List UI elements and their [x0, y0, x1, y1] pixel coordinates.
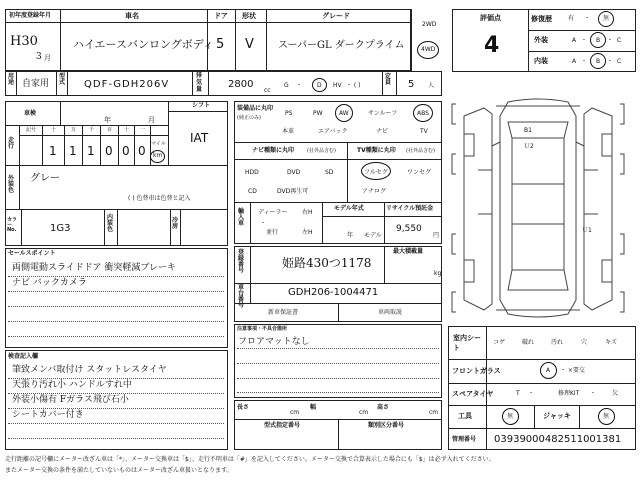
max-load-label: 最大積載量	[393, 248, 424, 255]
fuel-g: G	[284, 82, 289, 89]
equip-aw: AW	[339, 110, 349, 117]
damage-mark-u1: Ｕ1	[582, 227, 592, 234]
inspection-year-unit: 年	[104, 116, 111, 124]
model-code: QDF-GDH206V	[84, 79, 170, 90]
management-label: 管理番号	[452, 436, 477, 443]
recycle-yen: 円	[433, 232, 440, 239]
fuel-sep: ・	[296, 82, 303, 89]
equip-abs: ABS	[417, 110, 429, 117]
exterior-sep1: ・	[581, 37, 588, 44]
vehicle-manual: 車両取説	[378, 309, 403, 316]
navi-sd: SD	[325, 169, 334, 176]
mileage-header-4: 百	[107, 127, 113, 133]
drive-2wd: 2WD	[422, 21, 437, 28]
doors-label: ドア	[214, 12, 228, 20]
km-label: km	[153, 152, 163, 159]
spare-tire-kit: 修理KIT	[558, 390, 580, 397]
footer-line-1: 走行距離の記号欄にメーター改ざん車は「*」、メーター交換車は「$」、走行不明車は「#」を記入してください。メーター交換で合算表示した場合にも「$」は必ず入れてください。	[5, 456, 495, 463]
new-warranty: 新車保証書	[268, 309, 299, 316]
score-value: 4	[484, 33, 500, 58]
tv-fullseg: フルセグ	[364, 169, 388, 176]
capacity-unit: 人	[428, 82, 435, 89]
equipment-label: 装備品に丸印	[237, 105, 274, 112]
mileage-digit-2: 1	[87, 144, 95, 158]
first-reg-year: H30	[10, 34, 38, 49]
color-note: ( ) 色替車は色替と記入	[128, 195, 191, 202]
length-label: 長さ	[237, 404, 250, 411]
mile-label: マイル	[151, 141, 166, 147]
fuel-other: ・ ( )	[346, 82, 361, 89]
equip-airbag: エアバック	[318, 128, 348, 135]
inspector-line-2: 天張り汚れ小 ハンドルすれ中	[12, 380, 132, 390]
tools-label: 工具	[458, 412, 472, 420]
jack-label: ジャッキ	[543, 412, 571, 420]
spare-tire-label: スペアタイヤ	[452, 390, 494, 398]
shape: V	[245, 37, 254, 52]
spare-tire-t: T	[516, 390, 520, 397]
registration-value: 姫路430つ1178	[282, 256, 372, 270]
color-label: 外装色	[8, 175, 15, 194]
interior-color-label: 内装色	[107, 214, 114, 233]
first-reg-month: 3	[36, 52, 42, 62]
seat-yabure: 破れ	[522, 339, 535, 346]
equip-sunroof: サンルーフ	[368, 110, 398, 117]
model-year-model: モデル	[364, 232, 382, 239]
exterior-sep2: ・	[607, 37, 614, 44]
equipment-sublabel: (純正のみ)	[237, 115, 261, 121]
chassis-value: GDH206-1004471	[288, 287, 379, 298]
import-dealer: ディーラー	[258, 209, 288, 216]
color-value: グレー	[30, 173, 60, 184]
capacity-value: 5	[408, 79, 415, 90]
import-label: 輸入車	[238, 208, 245, 227]
inspection-label: 車検	[24, 110, 37, 117]
model-year-label: モデル年式	[334, 205, 364, 212]
interior-a: A	[572, 58, 577, 65]
repair-sep: ・	[584, 15, 591, 22]
notes-label: 注意事項・不具合箇所	[237, 326, 288, 332]
exterior-c: C	[617, 37, 622, 44]
width-unit: cm	[359, 409, 369, 416]
width-label: 幅	[310, 404, 317, 411]
mileage-digit-1: 1	[69, 144, 77, 158]
doors: 5	[216, 37, 225, 52]
tools-value: 無	[507, 413, 514, 420]
max-load-unit: kg	[434, 270, 442, 277]
grade-label: グレード	[322, 12, 350, 20]
mileage-header-2: 万	[71, 127, 77, 133]
interior-sep1: ・	[581, 58, 588, 65]
footer-line-2: またメーター交換の条件を満たしていないものはメーター改ざん車扱いとなります。	[5, 467, 233, 474]
import-left-h: 左H	[302, 229, 313, 236]
inspector-line-4: シートカバー付き	[12, 410, 84, 420]
displacement-label: 排気量	[196, 72, 203, 93]
first-reg-label: 初年度登録年月	[9, 12, 52, 19]
jack-value: 無	[603, 413, 610, 420]
fuel-hv: HV	[333, 82, 342, 89]
interior-c: C	[617, 58, 622, 65]
seat-kizu: キズ	[605, 339, 617, 346]
mileage-header-6: 一	[140, 127, 146, 133]
fuel-d: D	[317, 82, 322, 89]
import-sep: ・	[260, 220, 267, 227]
equip-leather: 本革	[282, 128, 295, 135]
first-reg-month-unit: 月	[44, 54, 51, 62]
seat-yogore: 汚れ	[551, 339, 564, 346]
equip-ps: PS	[285, 110, 293, 117]
height-unit: cm	[429, 409, 439, 416]
inspection-month-unit: 月	[148, 116, 155, 124]
navi-dvd-play: DVD再生可	[277, 188, 309, 195]
import-parallel: 並行	[266, 229, 279, 236]
car-diagram	[448, 94, 638, 322]
recycle-value: 9,550	[396, 224, 422, 234]
model-year-year: 年	[347, 232, 354, 239]
navi-label: ナビ種類に丸印	[252, 147, 295, 154]
tv-oneseg: ワンセグ	[407, 169, 432, 176]
spare-tire-missing: 欠	[612, 390, 619, 397]
repair-yes: 有	[568, 15, 575, 22]
windshield-replace: ・ ×要交	[560, 367, 585, 374]
usage-value: 自家用	[22, 79, 50, 89]
mileage-digit-3: 0	[105, 144, 113, 158]
recycle-label: リサイクル預託金	[386, 205, 434, 212]
sales-point-label: セールスポイント	[8, 250, 56, 257]
management-value: 03939000482511001381	[494, 434, 622, 445]
repair-label: 修復歴	[531, 15, 552, 23]
displacement-unit: cc	[264, 87, 271, 94]
interior-b: B	[596, 58, 601, 65]
navi-cd: CD	[248, 188, 257, 195]
capacity-label: 定員	[385, 73, 392, 86]
navi-sublabel: (社外品含む)	[307, 148, 336, 154]
exterior-label: 外装	[534, 36, 548, 44]
mileage-digit-0: 1	[49, 144, 57, 158]
interior-sep2: ・	[607, 58, 614, 65]
navi-hdd: HDD	[245, 169, 259, 176]
aircon-label: 冷房	[172, 217, 179, 230]
spare-sep1: ・	[528, 390, 535, 397]
inspector-label: 検査記入欄	[8, 353, 39, 360]
sales-point-line-1: 両側電動スライドドア 衝突軽減ブレーキ	[12, 263, 176, 273]
mileage-label: 走行	[8, 137, 15, 150]
color-no-value: 1G3	[50, 223, 71, 234]
tv-label: TV種類に丸印	[357, 147, 396, 154]
length-unit: cm	[290, 409, 300, 416]
mileage-header-3: 千	[89, 127, 95, 133]
spare-sep2: ・	[590, 390, 597, 397]
car-name-label: 車名	[125, 12, 139, 20]
mileage-digit-5: 0	[138, 144, 146, 158]
model-label: 型式	[59, 73, 66, 86]
exterior-a: A	[572, 37, 577, 44]
shape-label: 形状	[242, 12, 256, 20]
import-right-h: 右H	[302, 209, 313, 216]
registration-label: 登録番号	[238, 249, 245, 274]
mileage-header-1: 十	[51, 127, 57, 133]
exterior-b: B	[596, 37, 601, 44]
drive-4wd: 4WD	[421, 46, 436, 53]
repair-no: 無	[603, 15, 610, 22]
seat-ana: 穴	[581, 339, 588, 346]
equip-tv: TV	[420, 128, 428, 135]
mileage-header-0: 記号	[26, 127, 37, 133]
equip-pw: PW	[313, 110, 323, 117]
color-no-label: カラーNo.	[7, 217, 18, 233]
tv-sublabel: (社外品含む)	[406, 148, 435, 154]
windshield-label: フロントガラス	[452, 367, 501, 375]
category-number-label: 類別区分番号	[368, 422, 405, 429]
car-name: ハイエースバンロングボディ	[73, 38, 214, 51]
shift-value: IAT	[190, 131, 209, 145]
seat-koge: コゲ	[493, 339, 506, 346]
model-designation-label: 型式指定番号	[264, 422, 301, 429]
inspector-line-1: 筆致メンバ取付け スタットレスタイヤ	[12, 365, 167, 375]
damage-mark-u2: Ｕ2	[524, 143, 534, 150]
sales-point-line-2: ナビ バックカメラ	[12, 278, 87, 288]
damage-mark-b1: B1	[524, 127, 532, 134]
grade: スーパーGL ダークプライム	[278, 40, 405, 51]
navi-dvd: DVD	[287, 169, 301, 176]
windshield-a: A	[546, 367, 551, 374]
interior-label: 内装	[534, 57, 548, 65]
chassis-label: 車台番号	[238, 284, 245, 309]
notes-value: フロアマットなし	[238, 337, 310, 347]
tv-analog: アナログ	[362, 188, 387, 195]
shift-label: シフト	[192, 102, 211, 109]
inspector-line-3: 外装小傷有 Fガラス飛び石小	[12, 395, 129, 405]
displacement-value: 2800	[228, 79, 254, 90]
car-diagram-svg	[448, 94, 638, 322]
equip-navi: ナビ	[376, 128, 389, 135]
interior-seat-label: 室内シート	[453, 334, 481, 352]
usage-label: 用途	[8, 73, 15, 86]
score-label: 評価点	[480, 14, 501, 22]
mileage-digit-4: 0	[122, 144, 130, 158]
height-label: 高さ	[377, 404, 390, 411]
mileage-header-5: 十	[124, 127, 130, 133]
